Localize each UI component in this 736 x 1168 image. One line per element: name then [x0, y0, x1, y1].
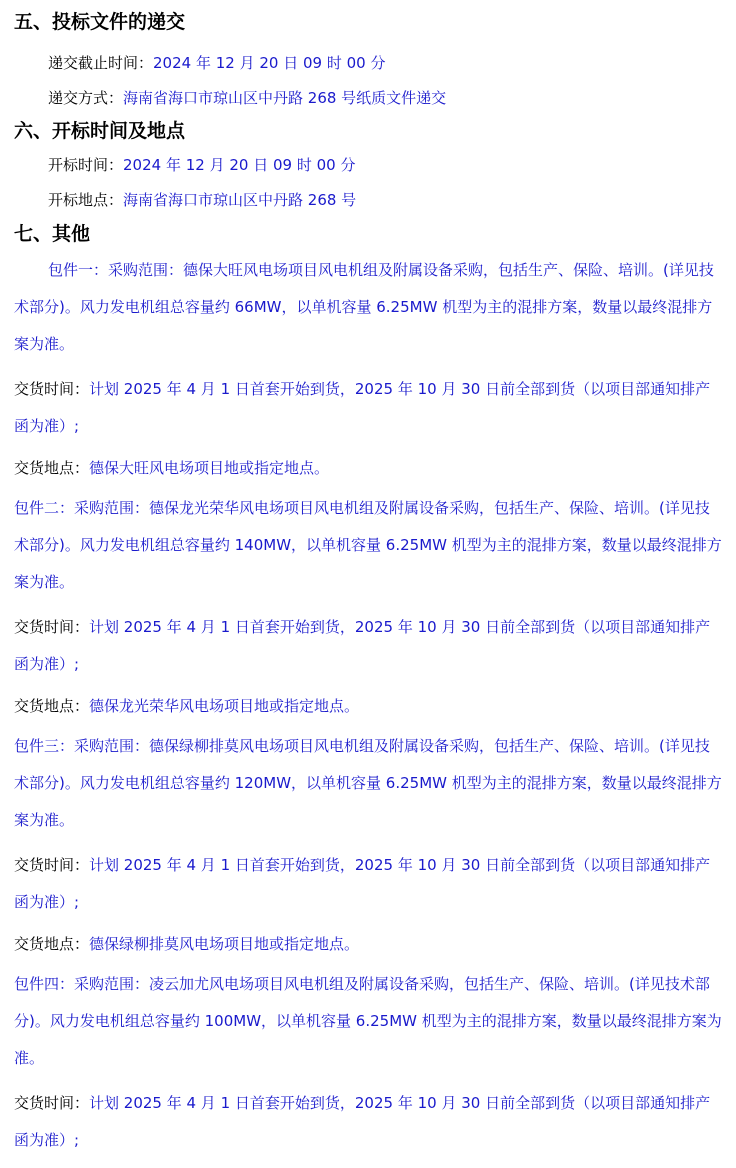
- package-4-delivery-time-text: 计划 2025 年 4 月 1 日首套开始到货，2025 年 10 月 30 日前全部到货（以项目部通知排产函为准）;: [14, 1094, 711, 1149]
- package-1-delivery-time: [14, 371, 724, 445]
- submission-method-value: 海南省海口市琼山区中丹路 268 号纸质文件递交: [123, 89, 447, 107]
- package-2-delivery-time-label: 交货时间：: [14, 618, 90, 636]
- package-1-delivery-place-text: 德保大旺风电场项目地或指定地点。: [89, 459, 330, 477]
- section-heading-7: 七、其他: [14, 223, 91, 245]
- package-2-delivery-time-text: 计划 2025 年 4 月 1 日首套开始到货，2025 年 10 月 30 日前全部到货（以项目部通知排产函为准）;: [14, 618, 711, 673]
- opening-time-label: 开标时间：: [48, 156, 124, 174]
- submission-method-label: 递交方式：: [48, 89, 124, 107]
- section-heading-5: 五、投标文件的递交: [14, 11, 186, 33]
- submission-method: [48, 87, 446, 109]
- submission-deadline-value: 2024 年 12 月 20 日 09 时 00 分: [153, 54, 386, 72]
- package-4-delivery-time: [14, 1085, 724, 1159]
- package-4-scope: [14, 966, 724, 1077]
- package-3-delivery-time: [14, 847, 724, 921]
- package-4-scope-text: 采购范围：凌云加尤风电场项目风电机组及附属设备采购，包括生产、保险、培训。(详见技术部分)。风力发电机组总容量约 100MW，以单机容量 6.25MW 机型为主的混排方案，数量以最终混排方案为准。: [14, 975, 722, 1067]
- package-3-delivery-place-text: 德保绿柳排莫风电场项目地或指定地点。: [89, 935, 360, 953]
- package-1-scope-text: 采购范围：德保大旺风电场项目风电机组及附属设备采购，包括生产、保险、培训。(详见技术部分)。风力发电机组总容量约 66MW，以单机容量 6.25MW 机型为主的混排方案，数量以最终混排方案为准。: [14, 261, 714, 353]
- package-1-delivery-place: [14, 450, 724, 487]
- package-3-scope: [14, 728, 724, 839]
- package-1-delivery-time-text: 计划 2025 年 4 月 1 日首套开始到货，2025 年 10 月 30 日前全部到货（以项目部通知排产函为准）;: [14, 380, 711, 435]
- package-3-delivery-place: [14, 926, 724, 963]
- package-2-delivery-place-text: 德保龙光荣华风电场项目地或指定地点。: [89, 697, 360, 715]
- package-3-delivery-time-text: 计划 2025 年 4 月 1 日首套开始到货，2025 年 10 月 30 日前全部到货（以项目部通知排产函为准）;: [14, 856, 711, 911]
- package-1-label: 包件一：: [48, 261, 109, 279]
- package-2-scope-text: 采购范围：德保龙光荣华风电场项目风电机组及附属设备采购，包括生产、保险、培训。(详见技术部分)。风力发电机组总容量约 140MW，以单机容量 6.25MW 机型为主的混排方案，数量以最终混排方案为准。: [14, 499, 722, 591]
- package-4-delivery-time-label: 交货时间：: [14, 1094, 90, 1112]
- opening-time: [48, 154, 355, 176]
- package-3-scope-text: 采购范围：德保绿柳排莫风电场项目风电机组及附属设备采购，包括生产、保险、培训。(详见技术部分)。风力发电机组总容量约 120MW，以单机容量 6.25MW 机型为主的混排方案，数量以最终混排方案为准。: [14, 737, 722, 829]
- submission-deadline-label: 递交截止时间：: [48, 54, 154, 72]
- opening-place: [48, 189, 356, 211]
- package-1-delivery-place-label: 交货地点：: [14, 459, 90, 477]
- package-2-delivery-place: [14, 688, 724, 725]
- package-2-delivery-place-label: 交货地点：: [14, 697, 90, 715]
- package-2-delivery-time: [14, 609, 724, 683]
- package-2-scope: [14, 490, 724, 601]
- package-4-label: 包件四：: [14, 975, 75, 993]
- opening-place-label: 开标地点：: [48, 191, 124, 209]
- opening-time-value: 2024 年 12 月 20 日 09 时 00 分: [123, 156, 356, 174]
- package-1-scope: [14, 252, 724, 363]
- section-heading-6: 六、开标时间及地点: [14, 120, 186, 142]
- package-1-delivery-time-label: 交货时间：: [14, 380, 90, 398]
- package-3-delivery-place-label: 交货地点：: [14, 935, 90, 953]
- submission-deadline: [48, 52, 385, 74]
- package-3-label: 包件三：: [14, 737, 75, 755]
- package-3-delivery-time-label: 交货时间：: [14, 856, 90, 874]
- opening-place-value: 海南省海口市琼山区中丹路 268 号: [123, 191, 357, 209]
- package-2-label: 包件二：: [14, 499, 75, 517]
